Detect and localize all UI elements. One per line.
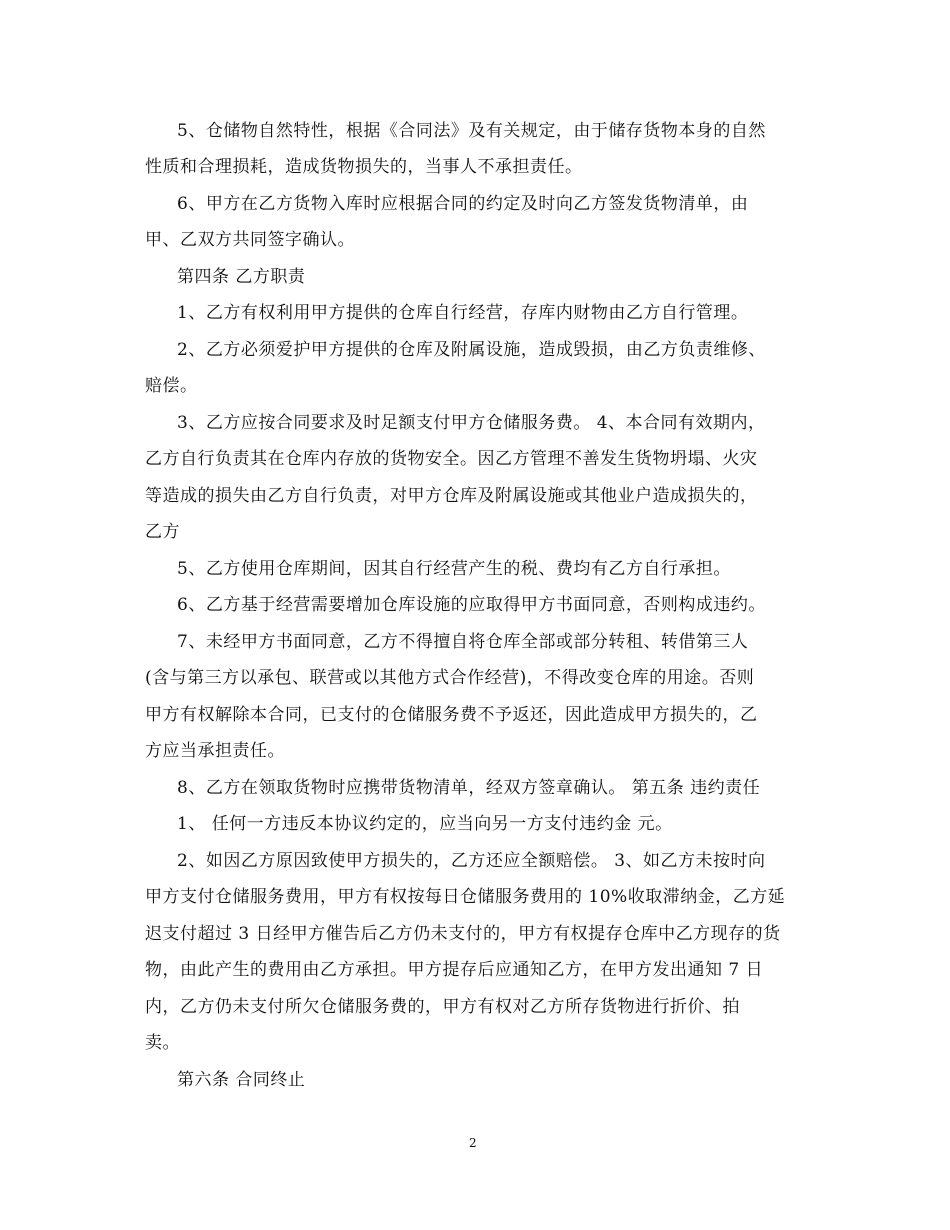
- paragraph-line: 物，由此产生的费用由乙方承担。甲方提存后应通知乙方，在甲方发出通知 7 日: [145, 960, 764, 980]
- paragraph-line: 卖。: [145, 1033, 180, 1053]
- paragraph-line: 等造成的损失由乙方自行负责，对甲方仓库及附属设施或其他业户造成损失的，: [145, 486, 758, 506]
- paragraph-line: 乙方自行负责其在仓库内存放的货物安全。因乙方管理不善发生货物坍塌、火灾: [145, 449, 758, 469]
- paragraph-line: 甲方有权解除本合同，已支付的仓储服务费不予返还，因此造成甲方损失的，乙: [145, 705, 758, 725]
- paragraph-line: 1、乙方有权利用甲方提供的仓库自行经营，存库内财物由乙方自行管理。: [177, 303, 749, 323]
- paragraph-line: 6、甲方在乙方货物入库时应根据合同的约定及时向乙方签发货物清单，由: [177, 194, 749, 214]
- paragraph-line: 性质和合理损耗，造成货物损失的，当事人不承担责任。: [145, 157, 583, 177]
- paragraph-line: 3、乙方应按合同要求及时足额支付甲方仓储服务费。 4、本合同有效期内，: [177, 413, 766, 433]
- section-heading: 第六条 合同终止: [177, 1070, 306, 1090]
- paragraph-line: 2、乙方必须爱护甲方提供的仓库及附属设施，造成毁损，由乙方负责维修、: [177, 340, 766, 360]
- paragraph-line: 迟支付超过 3 日经甲方催告后乙方仍未支付的，甲方有权提存仓库中乙方现存的货: [145, 924, 781, 944]
- paragraph-line: (含与第三方以承包、联营或以其他方式合作经营)，不得改变仓库的用途。否则: [145, 668, 755, 688]
- paragraph-line: 6、乙方基于经营需要增加仓库设施的应取得甲方书面同意，否则构成违约。: [177, 595, 766, 615]
- paragraph-line: 乙方: [145, 522, 180, 542]
- paragraph-line: 赔偿。: [145, 376, 198, 396]
- paragraph-line: 甲、乙双方共同签字确认。: [145, 230, 355, 250]
- page-number: 2: [469, 1136, 477, 1150]
- paragraph-line: 2、如因乙方原因致使甲方损失的，乙方还应全额赔偿。 3、如乙方未按时向: [177, 851, 766, 871]
- paragraph-line: 8、乙方在领取货物时应携带货物清单，经双方签章确认。 第五条 违约责任: [177, 778, 761, 798]
- paragraph-line: 5、乙方使用仓库期间，因其自行经营产生的税、费均有乙方自行承担。: [177, 559, 731, 579]
- paragraph-line: 内，乙方仍未支付所欠仓储服务费的，甲方有权对乙方所存货物进行折价、拍: [145, 997, 740, 1017]
- paragraph-line: 7、未经甲方书面同意，乙方不得擅自将仓库全部或部分转租、转借第三人: [177, 632, 749, 652]
- paragraph-line: 甲方支付仓储服务费用，甲方有权按每日仓储服务费用的 10%收取滞纳金，乙方延: [145, 887, 786, 907]
- paragraph-line: 5、仓储物自然特性，根据《合同法》及有关规定，由于储存货物本身的自然: [177, 121, 766, 141]
- section-heading: 第四条 乙方职责: [177, 267, 306, 287]
- paragraph-line: 1、 任何一方违反本协议约定的，应当向另一方支付违约金 元。: [177, 814, 673, 834]
- paragraph-line: 方应当承担责任。: [145, 741, 285, 761]
